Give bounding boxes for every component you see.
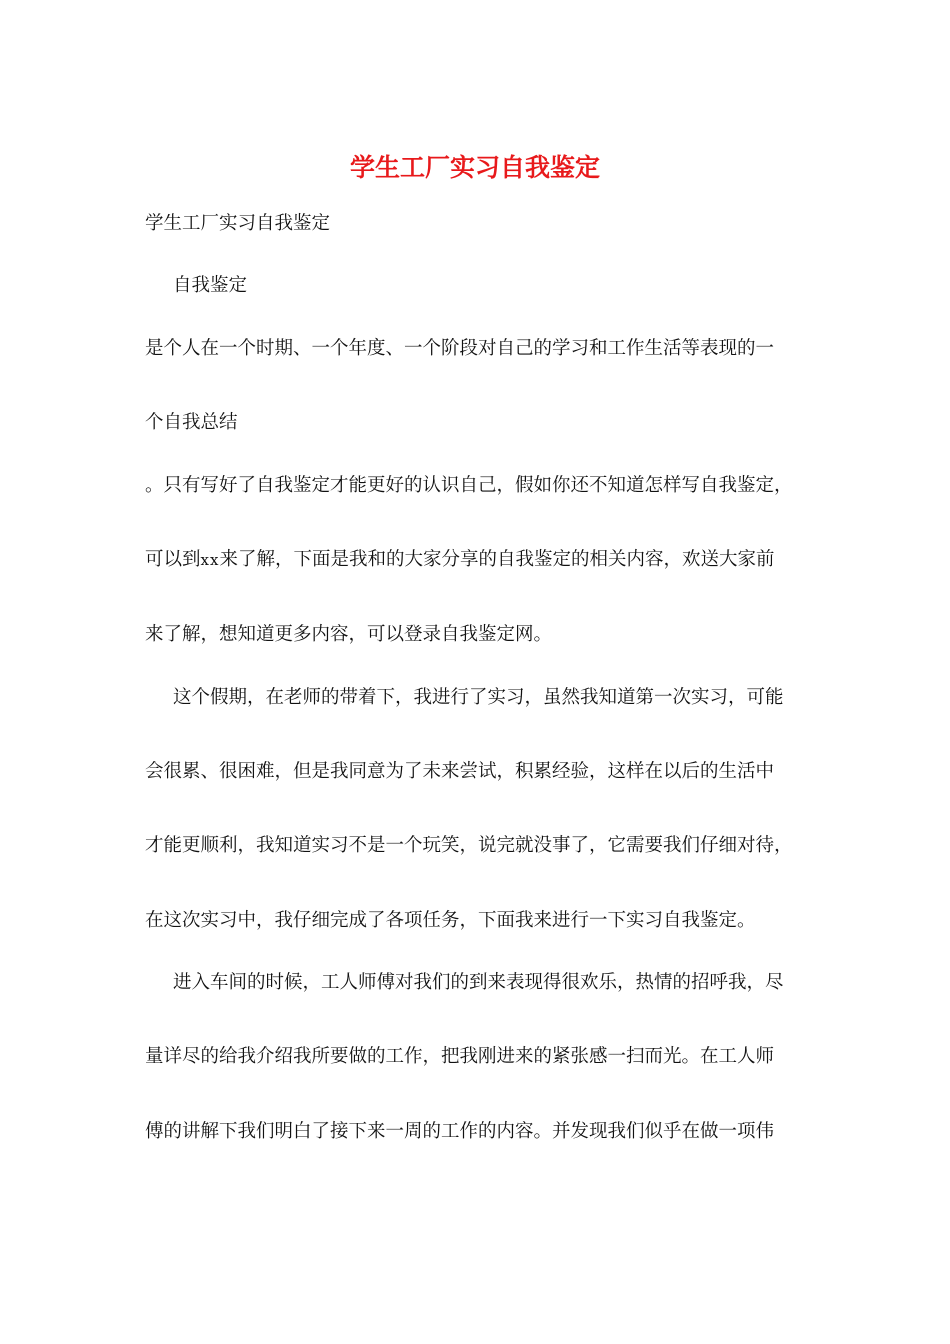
paragraph-line: 会很累、很困难，但是我同意为了未来尝试，积累经验，这样在以后的生活中 <box>145 761 775 782</box>
paragraph-line: 来了解，想知道更多内容，可以登录自我鉴定网。 <box>145 624 553 645</box>
paragraph-line: 才能更顺利，我知道实习不是一个玩笑，说完就没事了，它需要我们仔细对待， <box>145 835 793 856</box>
paragraph-line: 。只有写好了自我鉴定才能更好的认识自己，假如你还不知道怎样写自我鉴定， <box>145 475 793 496</box>
paragraph-line: 个自我总结 <box>145 412 238 433</box>
section-heading: 自我鉴定 <box>173 275 248 296</box>
paragraph-line <box>145 547 774 573</box>
paragraph-line: 进入车间的时候，工人师傅对我们的到来表现得很欢乐，热情的招呼我，尽 <box>173 972 784 993</box>
paragraph-line: 傅的讲解下我们明白了接下来一周的工作的内容。并发现我们似乎在做一项伟 <box>145 1121 775 1142</box>
document-title: 学生工厂实习自我鉴定 <box>349 153 600 182</box>
paragraph-text: 可以到 <box>145 549 201 570</box>
document-subtitle: 学生工厂实习自我鉴定 <box>145 213 331 234</box>
paragraph-line: 在这次实习中，我仔细完成了各项任务，下面我来进行一下实习自我鉴定。 <box>145 910 756 931</box>
paragraph-line: 是个人在一个时期、一个年度、一个阶段对自己的学习和工作生活等表现的一 <box>145 338 775 359</box>
paragraph-text: 来了解，下面是我和的大家分享的自我鉴定的相关内容，欢送大家前 <box>219 549 775 570</box>
placeholder-xx: xx <box>200 551 220 569</box>
paragraph-line: 量详尽的给我介绍我所要做的工作，把我刚进来的紧张感一扫而光。在工人师 <box>145 1046 775 1067</box>
paragraph-line: 这个假期，在老师的带着下，我进行了实习，虽然我知道第一次实习，可能 <box>173 687 784 708</box>
